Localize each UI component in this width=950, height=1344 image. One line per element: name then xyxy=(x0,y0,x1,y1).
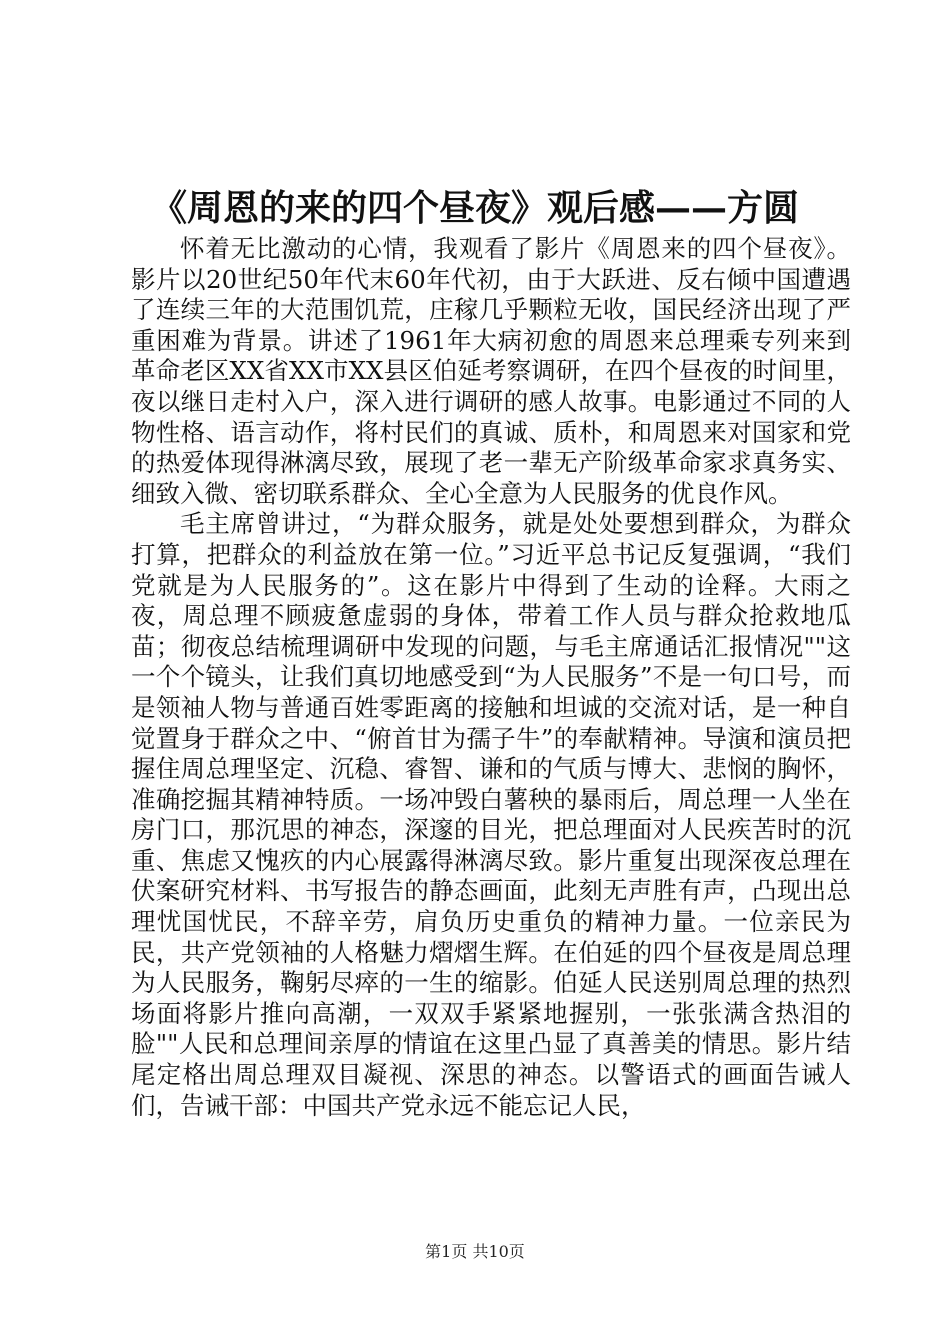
document-body xyxy=(131,234,851,1121)
paragraph-2: 毛主席曾讲过，“为群众服务，就是处处要想到群众，为群众打算，把群众的利益放在第一位。”习近平总书记反复强调，“我们党就是为人民服务的”。这在影片中得到了生动的诠释。大雨之夜，周总理不顾疲惫虚弱的身体，带着工作人员与群众抢救地瓜苗；彻夜总结梳理调研中发现的问题，与毛主席通话汇报情况""这一个个镜头，让我们真切地感受到“为人民服务”不是一句口号，而是领袖人物与普通百姓零距离的接触和坦诚的交流对话，是一种自觉置身于群众之中、“俯首甘为孺子牛”的奉献精神。导演和演员把握住周总理坚定、沉稳、睿智、谦和的气质与博大、悲悯的胸怀，准确挖掘其精神特质。一场冲毁白薯秧的暴雨后，周总理一人坐在房门口，那沉思的神态，深邃的目光，把总理面对人民疾苦时的沉重、焦虑又愧疚的内心展露得淋漓尽致。影片重复出现深夜总理在伏案研究材料、书写报告的静态画面，此刻无声胜有声，凸现出总理忧国忧民，不辞辛劳，肩负历史重负的精神力量。一位亲民为民，共产党领袖的人格魅力熠熠生辉。在伯延的四个昼夜是周总理为人民服务，鞠躬尽瘁的一生的缩影。伯延人民送别周总理的热烈场面将影片推向高潮，一双双手紧紧地握别，一张张满含热泪的脸""人民和总理间亲厚的情谊在这里凸显了真善美的情思。影片结尾定格出周总理双目凝视、深思的神态。以警语式的画面告诫人们，告诫干部：中国共产党永远不能忘记人民， xyxy=(131,509,851,1120)
page-number-footer: 第1页 共10页 xyxy=(425,1242,525,1261)
paragraph-1: 怀着无比激动的心情，我观看了影片《周恩来的四个昼夜》。影片以20世纪50年代末60年代初，由于大跃进、反右倾中国遭遇了连续三年的大范围饥荒，庄稼几乎颗粒无收，国民经济出现了严重困难为背景。讲述了1961年大病初愈的周恩来总理乘专列来到革命老区XX省XX市XX县区伯延考察调研，在四个昼夜的时间里，夜以继日走村入户，深入进行调研的感人故事。电影通过不同的人物性格、语言动作，将村民们的真诚、质朴，和周恩来对国家和党的热爱体现得淋漓尽致，展现了老一辈无产阶级革命家求真务实、细致入微、密切联系群众、全心全意为人民服务的优良作风。 xyxy=(131,234,851,508)
document-title: 《周恩的来的四个昼夜》观后感——方圆 xyxy=(150,187,799,229)
